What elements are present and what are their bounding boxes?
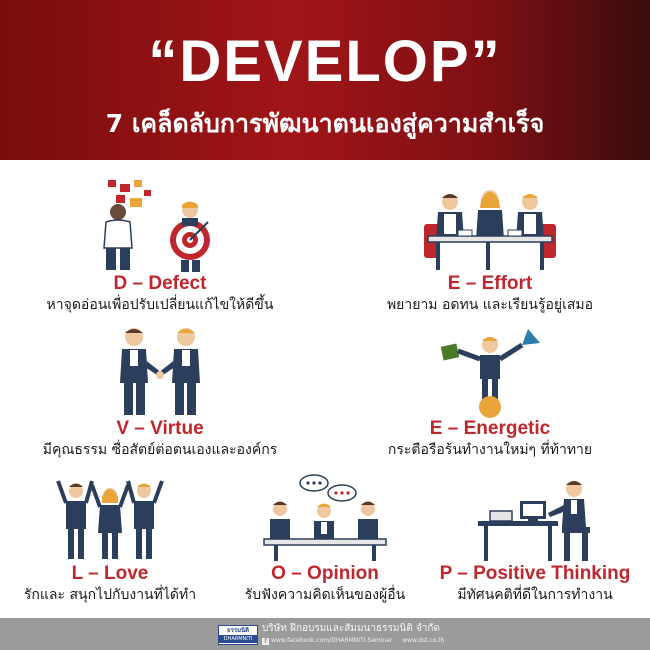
facebook-link[interactable]: www.facebook.com/DHARMNITI.Seminar xyxy=(271,637,393,644)
card-positive-thinking xyxy=(420,473,650,605)
card-title: L – Love xyxy=(71,563,149,584)
footer-bar xyxy=(0,618,650,650)
content-area xyxy=(0,160,650,618)
card-description: หาจุดอ่อนเพื่อปรับเปลี่ยนแก้ไขให้ดีขึ้น xyxy=(46,297,274,313)
website-link[interactable]: www.dst.co.th xyxy=(402,637,445,644)
facebook-icon: f xyxy=(262,638,269,645)
card-love xyxy=(0,473,220,605)
card-title: V – Virtue xyxy=(116,418,204,439)
page-title: “DEVELOP” xyxy=(148,29,502,94)
card-title: D – Defect xyxy=(113,273,207,294)
company-name: บริษัท ฝึกอบรมและสัมมนาธรรมนิติ จำกัด xyxy=(262,623,440,634)
card-virtue xyxy=(30,323,290,460)
card-title: E – Effort xyxy=(447,273,533,294)
love-illustration xyxy=(50,473,170,563)
card-title: E – Energetic xyxy=(429,418,551,439)
header-banner xyxy=(0,0,650,160)
energetic-illustration xyxy=(420,323,560,418)
card-description: รักและ สนุกไปกับงานที่ได้ทำ xyxy=(23,587,197,603)
opinion-illustration xyxy=(260,473,390,563)
card-title: O – Opinion xyxy=(271,563,379,584)
effort-illustration xyxy=(420,178,560,273)
card-opinion xyxy=(220,473,430,605)
card-defect xyxy=(30,178,290,315)
card-description: กระตือรือร้นทำงานใหม่ๆ ที่ท้าทาย xyxy=(387,442,593,458)
card-description: พยายาม อดทน และเรียนรู้อยู่เสมอ xyxy=(386,297,594,313)
card-description: มีทัศนคติที่ดีในการทำงาน xyxy=(457,587,613,603)
company-logo xyxy=(218,625,258,645)
card-description: รับฟังความคิดเห็นของผู้อื่น xyxy=(244,587,406,603)
card-energetic xyxy=(360,323,620,460)
footer-links xyxy=(262,636,444,645)
positive-thinking-illustration xyxy=(470,473,600,563)
defect-illustration xyxy=(90,178,230,273)
logo-english-text: DHARMNITI xyxy=(219,635,257,643)
card-description: มีคุณธรรม ซื่อสัตย์ต่อตนเองและองค์กร xyxy=(42,442,278,458)
handshake-illustration xyxy=(90,323,230,418)
logo-thai-text: ธรรมนิติ xyxy=(226,627,250,634)
page-subtitle: 7 เคล็ดลับการพัฒนาตนเองสู่ความสำเร็จ xyxy=(105,109,545,138)
card-effort xyxy=(360,178,620,315)
card-title: P – Positive Thinking xyxy=(439,563,631,584)
